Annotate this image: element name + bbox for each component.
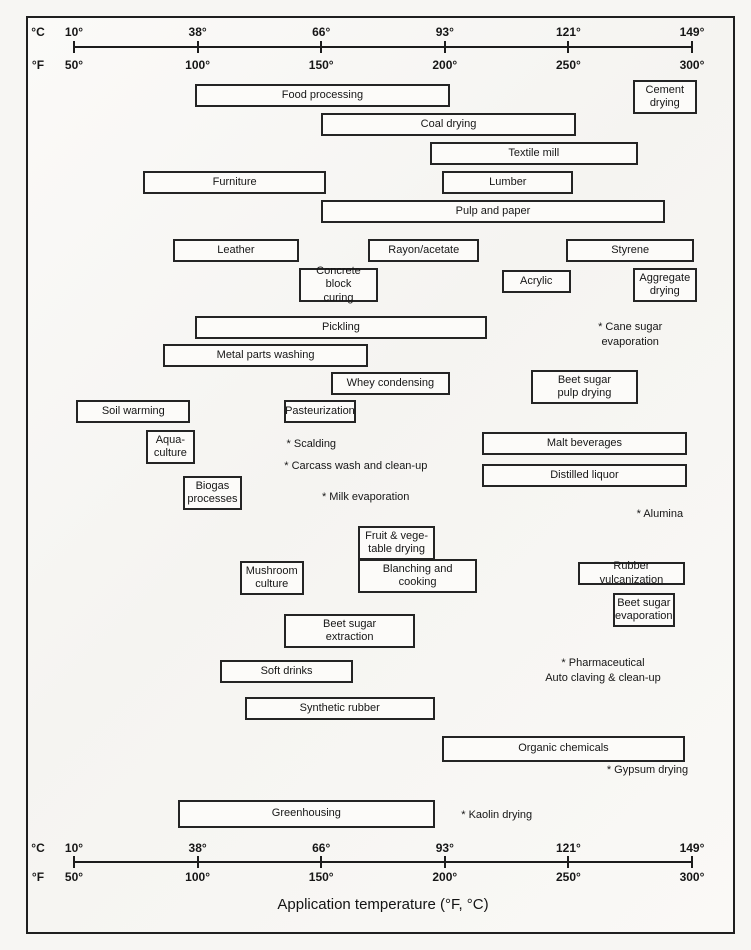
range-box-coal-drying: [321, 113, 576, 136]
annotation-carcass-wash-and-clean-up: [266, 459, 446, 474]
celsius-tick-label-top-149: 149°: [679, 25, 705, 39]
annotation-line: * Carcass wash and clean-up: [284, 460, 428, 472]
annotation-pharmaceutical-auto-claving-clean-up: [513, 656, 693, 687]
range-box-label: Leather: [217, 243, 255, 256]
range-box-organic-chemicals: [442, 736, 684, 762]
range-box-furniture: [143, 171, 326, 194]
range-box-malt-beverages: [482, 432, 687, 455]
range-box-metal-parts-washing: [163, 344, 368, 367]
range-box-label: Textile mill: [508, 146, 560, 159]
axis-tick-top-250f: [567, 41, 569, 53]
range-box-label: Mushroom: [245, 564, 298, 577]
range-box-whey-condensing: [331, 372, 450, 395]
range-box-label: culture: [255, 578, 289, 590]
fahrenheit-tick-label-top-150: 150°: [308, 58, 334, 72]
range-box-label: Beet sugar: [557, 373, 612, 386]
range-box-label: evaporation: [615, 610, 673, 622]
range-box-label: Greenhousing: [271, 807, 341, 820]
axis-tick-bottom-200f: [444, 856, 446, 868]
range-box-label: Biogas: [195, 479, 230, 492]
range-box-label: cooking: [398, 576, 437, 588]
axis-tick-top-300f: [691, 41, 693, 53]
temperature-axis-line-bottom: [74, 861, 692, 863]
axis-tick-bottom-300f: [691, 856, 693, 868]
range-box-pasteurization: [284, 400, 356, 423]
range-box-label: Soil warming: [101, 404, 165, 417]
range-box-cement-drying: [633, 80, 697, 114]
range-box-fruit-vege-table-drying: [358, 526, 435, 560]
range-box-label: Fruit & vege-: [365, 529, 429, 542]
range-box-label: culture: [153, 447, 187, 459]
fahrenheit-tick-label-bottom-250: 250°: [555, 870, 581, 884]
axis-tick-bottom-100f: [197, 856, 199, 868]
celsius-tick-label-top-93: 93°: [435, 25, 454, 39]
range-box-biogas-processes: [183, 476, 242, 510]
range-box-synthetic-rubber: [245, 697, 435, 720]
range-box-concrete-block-curing: [299, 264, 378, 304]
range-box-label: Concrete block: [316, 264, 361, 291]
range-box-blanching-and-cooking: [358, 559, 477, 593]
axis-tick-bottom-50f: [73, 856, 75, 868]
annotation-line: evaporation: [601, 336, 659, 349]
axis-tick-top-200f: [444, 41, 446, 53]
range-box-label: Coal drying: [420, 117, 477, 130]
range-box-label: Styrene: [611, 243, 650, 256]
range-box-leather: [173, 239, 299, 262]
range-box-label: Lumber: [489, 175, 527, 188]
annotation-cane-sugar-evaporation: [540, 320, 720, 351]
range-box-label: Aggregate: [639, 271, 691, 284]
range-box-pulp-and-paper: [321, 200, 665, 223]
celsius-unit-label-bottom: °C: [31, 841, 45, 855]
range-box-label: Organic chemicals: [518, 742, 609, 755]
axis-tick-top-100f: [197, 41, 199, 53]
range-box-label: drying: [649, 97, 680, 109]
range-box-aqua-culture: [146, 430, 195, 464]
fahrenheit-tick-label-top-300: 300°: [679, 58, 705, 72]
celsius-tick-label-bottom-38: 38°: [188, 841, 207, 855]
range-box-soil-warming: [76, 400, 190, 423]
temperature-axis-line-top: [74, 46, 692, 48]
annotation-milk-evaporation: [276, 490, 456, 505]
annotation-line: * Pharmaceutical: [561, 657, 645, 669]
celsius-tick-label-bottom-121: 121°: [555, 841, 581, 855]
annotation-line: * Gypsum drying: [606, 764, 689, 776]
celsius-tick-label-bottom-93: 93°: [435, 841, 454, 855]
annotation-line: * Milk evaporation: [321, 491, 410, 503]
range-box-beet-sugar-evaporation: [613, 593, 675, 627]
axis-tick-bottom-250f: [567, 856, 569, 868]
celsius-tick-label-top-38: 38°: [188, 25, 207, 39]
range-box-soft-drinks: [220, 660, 353, 683]
range-box-label: Pulp and paper: [455, 204, 531, 217]
range-box-mushroom-culture: [240, 561, 304, 595]
annotation-line: * Alumina: [636, 508, 684, 520]
range-box-label: Acrylic: [520, 274, 553, 287]
range-box-label: Cement: [645, 83, 685, 96]
range-box-label: Aqua-: [155, 433, 186, 446]
range-box-label: Beet sugar: [617, 596, 671, 609]
range-box-aggregate-drying: [633, 268, 697, 302]
celsius-tick-label-bottom-10: 10°: [64, 841, 84, 855]
annotation-gypsum-drying: [558, 763, 738, 778]
range-box-pickling: [195, 316, 487, 339]
annotation-line: * Kaolin drying: [461, 809, 533, 821]
fahrenheit-tick-label-bottom-300: 300°: [679, 870, 705, 884]
range-box-label: processes: [187, 493, 238, 505]
annotation-line: * Cane sugar: [598, 321, 663, 333]
range-box-label: Furniture: [212, 175, 257, 188]
annotation-line: * Scalding: [286, 438, 337, 450]
celsius-tick-label-bottom-66: 66°: [312, 841, 331, 855]
celsius-tick-label-top-121: 121°: [555, 25, 581, 39]
range-box-beet-sugar-pulp-drying: [531, 370, 637, 404]
fahrenheit-tick-label-bottom-200: 200°: [432, 870, 458, 884]
fahrenheit-tick-label-bottom-50: 50°: [64, 870, 84, 884]
range-box-label: pulp drying: [557, 387, 612, 399]
fahrenheit-tick-label-top-200: 200°: [432, 58, 458, 72]
annotation-scalding: [221, 437, 401, 452]
range-box-rubber-vulcanization: [578, 562, 684, 585]
range-box-label: Synthetic rubber: [299, 701, 380, 714]
range-box-label: Rayon/acetate: [388, 243, 460, 256]
range-box-label: Pasteurization: [285, 404, 355, 417]
annotation-alumina: [570, 507, 750, 522]
range-box-label: extraction: [325, 631, 374, 643]
fahrenheit-tick-label-top-250: 250°: [555, 58, 581, 72]
axis-tick-top-150f: [320, 41, 322, 53]
celsius-tick-label-bottom-149: 149°: [679, 841, 705, 855]
range-box-label: Rubber vulcanization: [599, 560, 664, 586]
celsius-tick-label-top-10: 10°: [64, 25, 84, 39]
range-box-acrylic: [502, 270, 571, 293]
range-box-beet-sugar-extraction: [284, 614, 415, 648]
celsius-tick-label-top-66: 66°: [312, 25, 331, 39]
range-box-distilled-liquor: [482, 464, 687, 487]
fahrenheit-tick-label-top-100: 100°: [185, 58, 210, 72]
range-box-label: table drying: [368, 543, 426, 555]
range-box-textile-mill: [430, 142, 638, 165]
fahrenheit-tick-label-bottom-100: 100°: [185, 870, 210, 884]
range-box-label: Metal parts washing: [216, 348, 315, 361]
fahrenheit-tick-label-bottom-150: 150°: [308, 870, 334, 884]
range-box-label: Malt beverages: [546, 436, 623, 449]
range-box-rayon-acetate: [368, 239, 479, 262]
range-box-label: Soft drinks: [260, 664, 313, 677]
axis-tick-top-50f: [73, 41, 75, 53]
fahrenheit-tick-label-top-50: 50°: [64, 58, 84, 72]
range-box-lumber: [442, 171, 573, 194]
range-box-label: Distilled liquor: [550, 468, 619, 481]
range-box-label: drying: [649, 285, 680, 297]
range-box-label: Pickling: [322, 320, 360, 333]
axis-tick-bottom-150f: [320, 856, 322, 868]
annotation-line: Auto claving & clean-up: [545, 672, 661, 685]
range-box-label: Beet sugar: [323, 617, 377, 630]
celsius-unit-label-top: °C: [31, 25, 45, 39]
range-box-greenhousing: [178, 800, 435, 828]
range-box-label: Whey condensing: [346, 376, 435, 389]
range-box-label: curing: [323, 291, 354, 304]
fahrenheit-unit-label-bottom: °F: [31, 870, 45, 884]
annotation-kaolin-drying: [407, 808, 587, 823]
x-axis-title: Application temperature (°F, °C): [277, 896, 489, 913]
range-box-label: Blanching and: [382, 562, 453, 575]
range-box-food-processing: [195, 84, 450, 107]
range-box-styrene: [566, 239, 695, 262]
fahrenheit-unit-label-top: °F: [31, 58, 45, 72]
range-box-label: Food processing: [281, 88, 364, 101]
